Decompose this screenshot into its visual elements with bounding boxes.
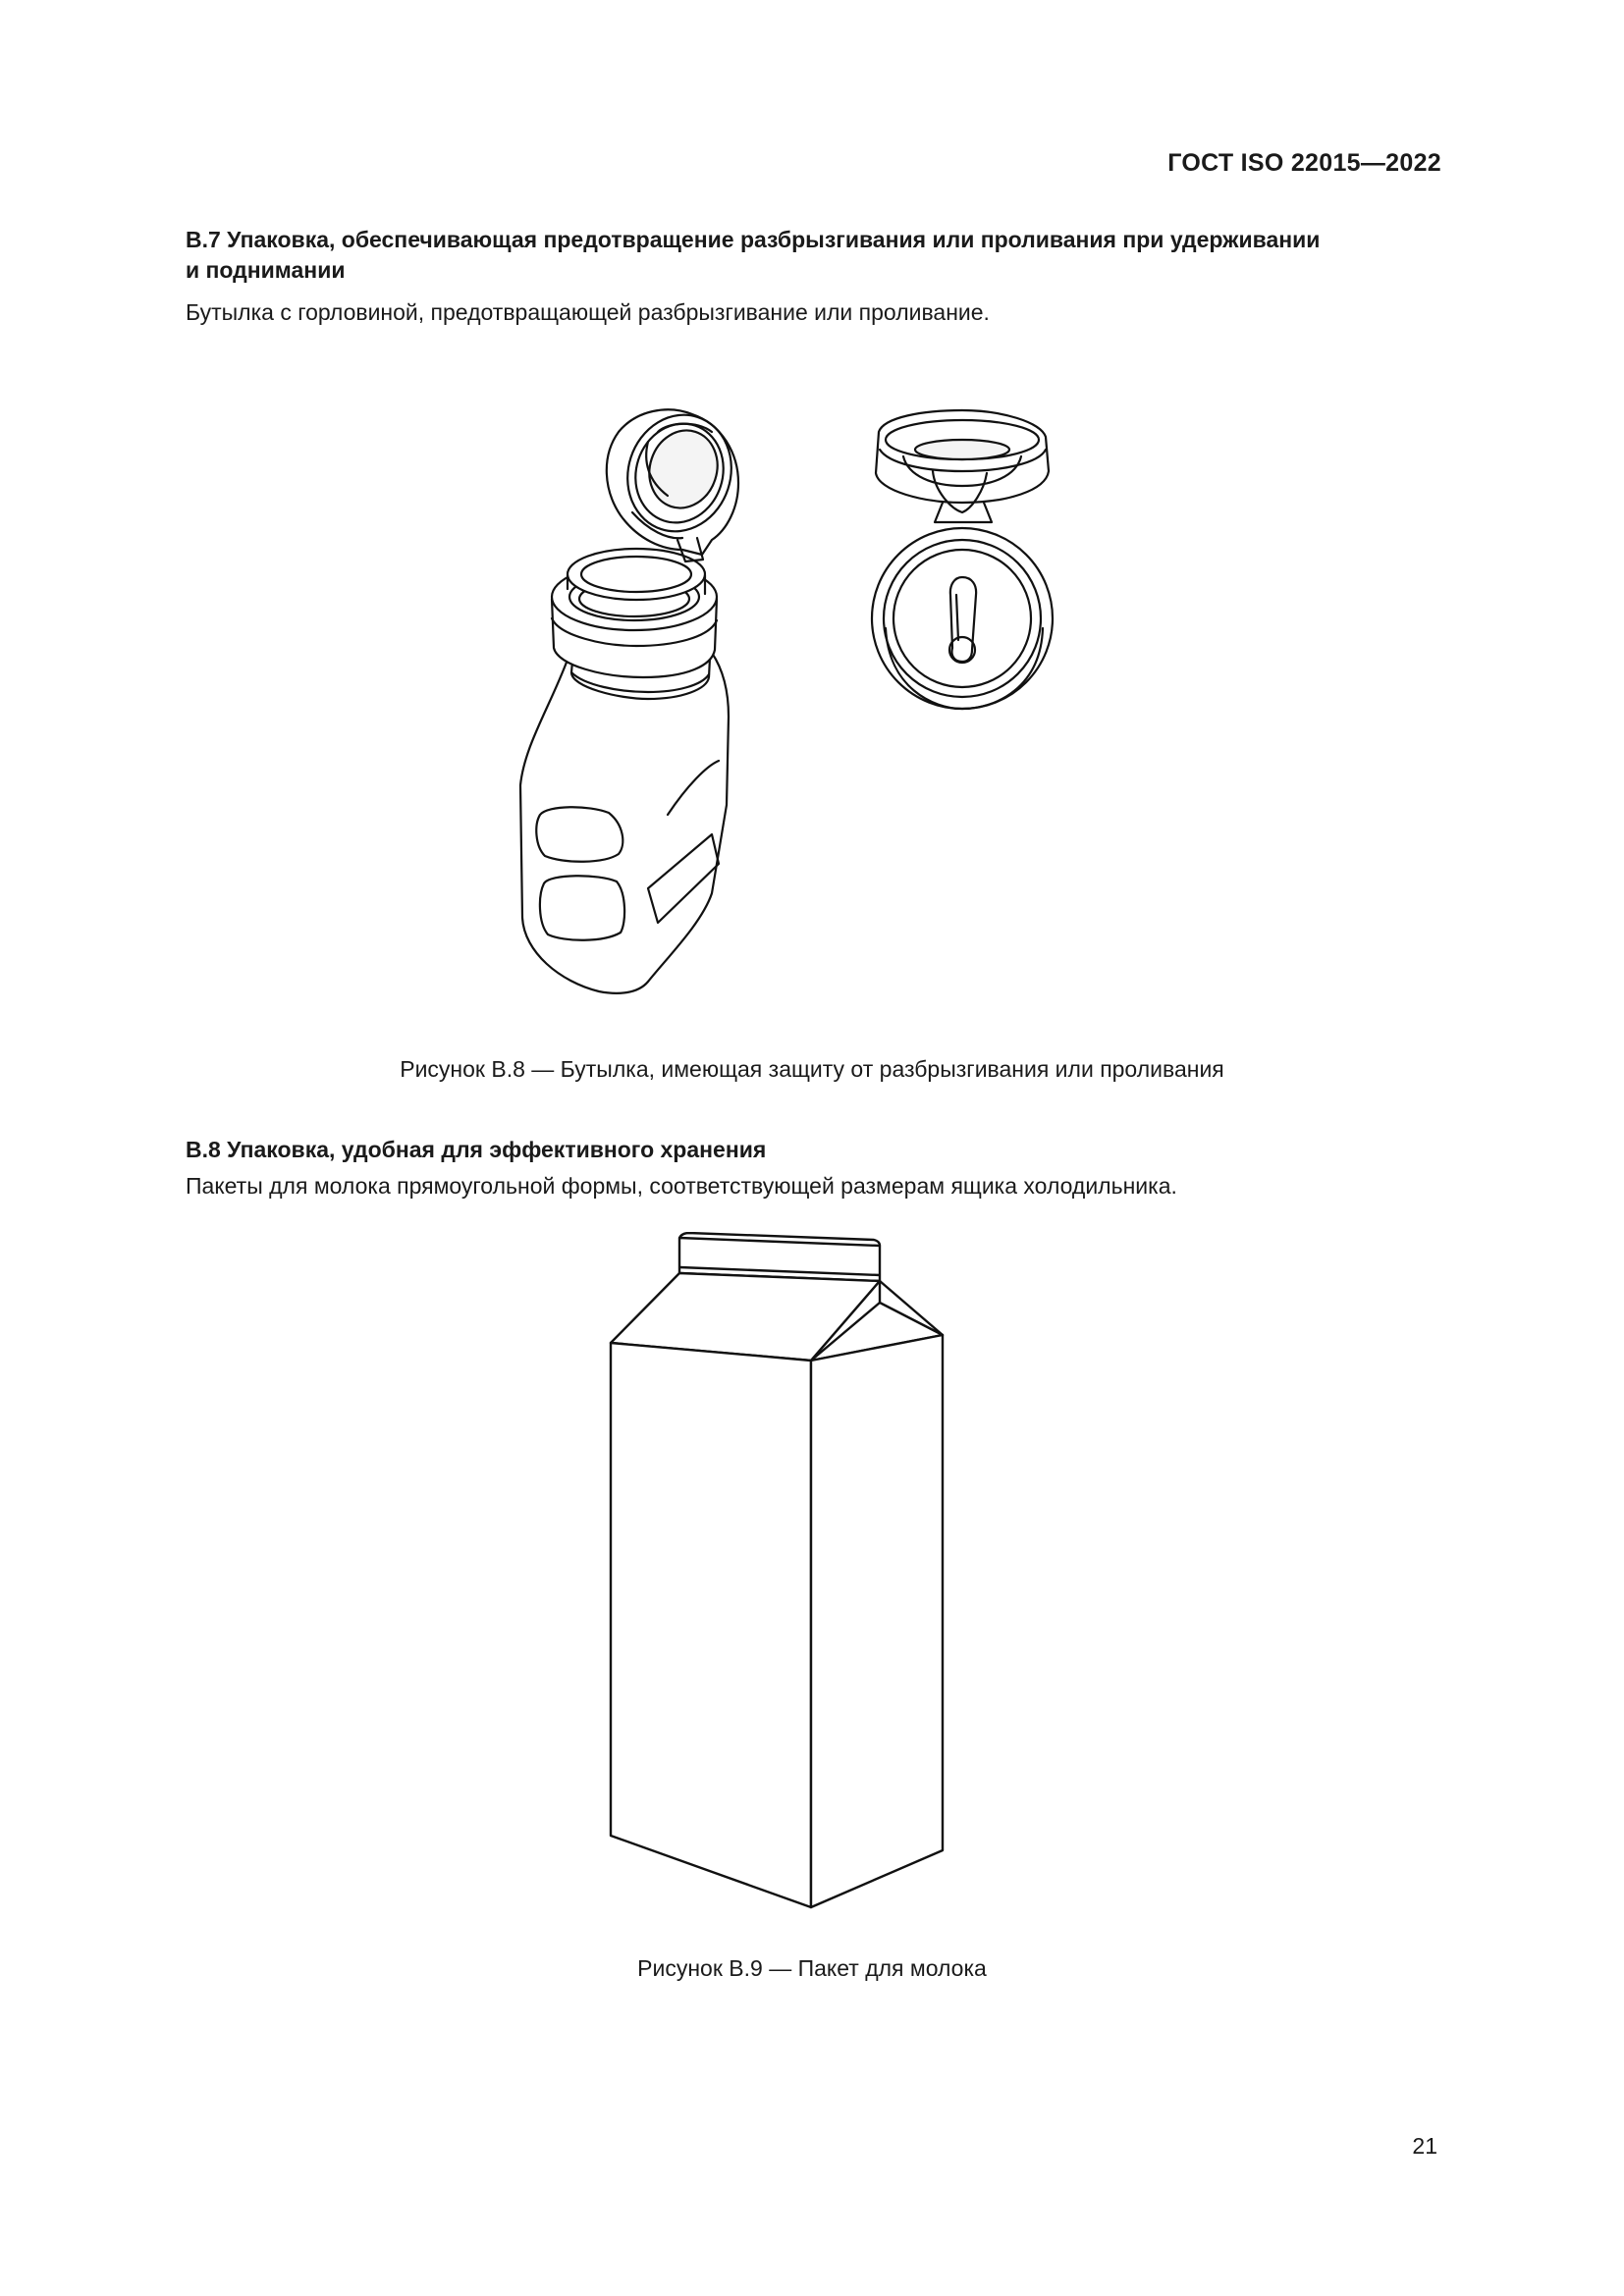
section-b7-heading-line2: и поднимании xyxy=(186,257,346,283)
section-b7-heading-line1: B.7 Упаковка, обеспечивающая предотвращение разбрызгивания или проливания при удерживании xyxy=(186,227,1321,252)
figure-b9-milk-carton-drawing xyxy=(599,1232,962,1909)
page-number: 21 xyxy=(1412,2133,1437,2159)
figure-b8-bottle-drawing xyxy=(511,393,1060,1001)
section-b7-body: Бутылка с горловиной, предотвращающей разбрызгивание или проливание. xyxy=(186,299,990,325)
section-b8-heading: B.8 Упаковка, удобная для эффективного хранения xyxy=(186,1137,767,1162)
figure-b8-caption: Рисунок B.8 — Бутылка, имеющая защиту от разбрызгивания или проливания xyxy=(400,1056,1224,1082)
section-b8-body: Пакеты для молока прямоугольной формы, соответствующей размерам ящика холодильника. xyxy=(186,1173,1177,1199)
section-b7-heading xyxy=(186,225,1442,286)
cap-illustration xyxy=(872,410,1053,709)
bottle-illustration xyxy=(520,401,746,993)
document-header-standard-code: ГОСТ ISO 22015—2022 xyxy=(1167,149,1441,177)
milk-carton-illustration xyxy=(611,1233,943,1907)
figure-b9-caption: Рисунок B.9 — Пакет для молока xyxy=(637,1955,987,1981)
